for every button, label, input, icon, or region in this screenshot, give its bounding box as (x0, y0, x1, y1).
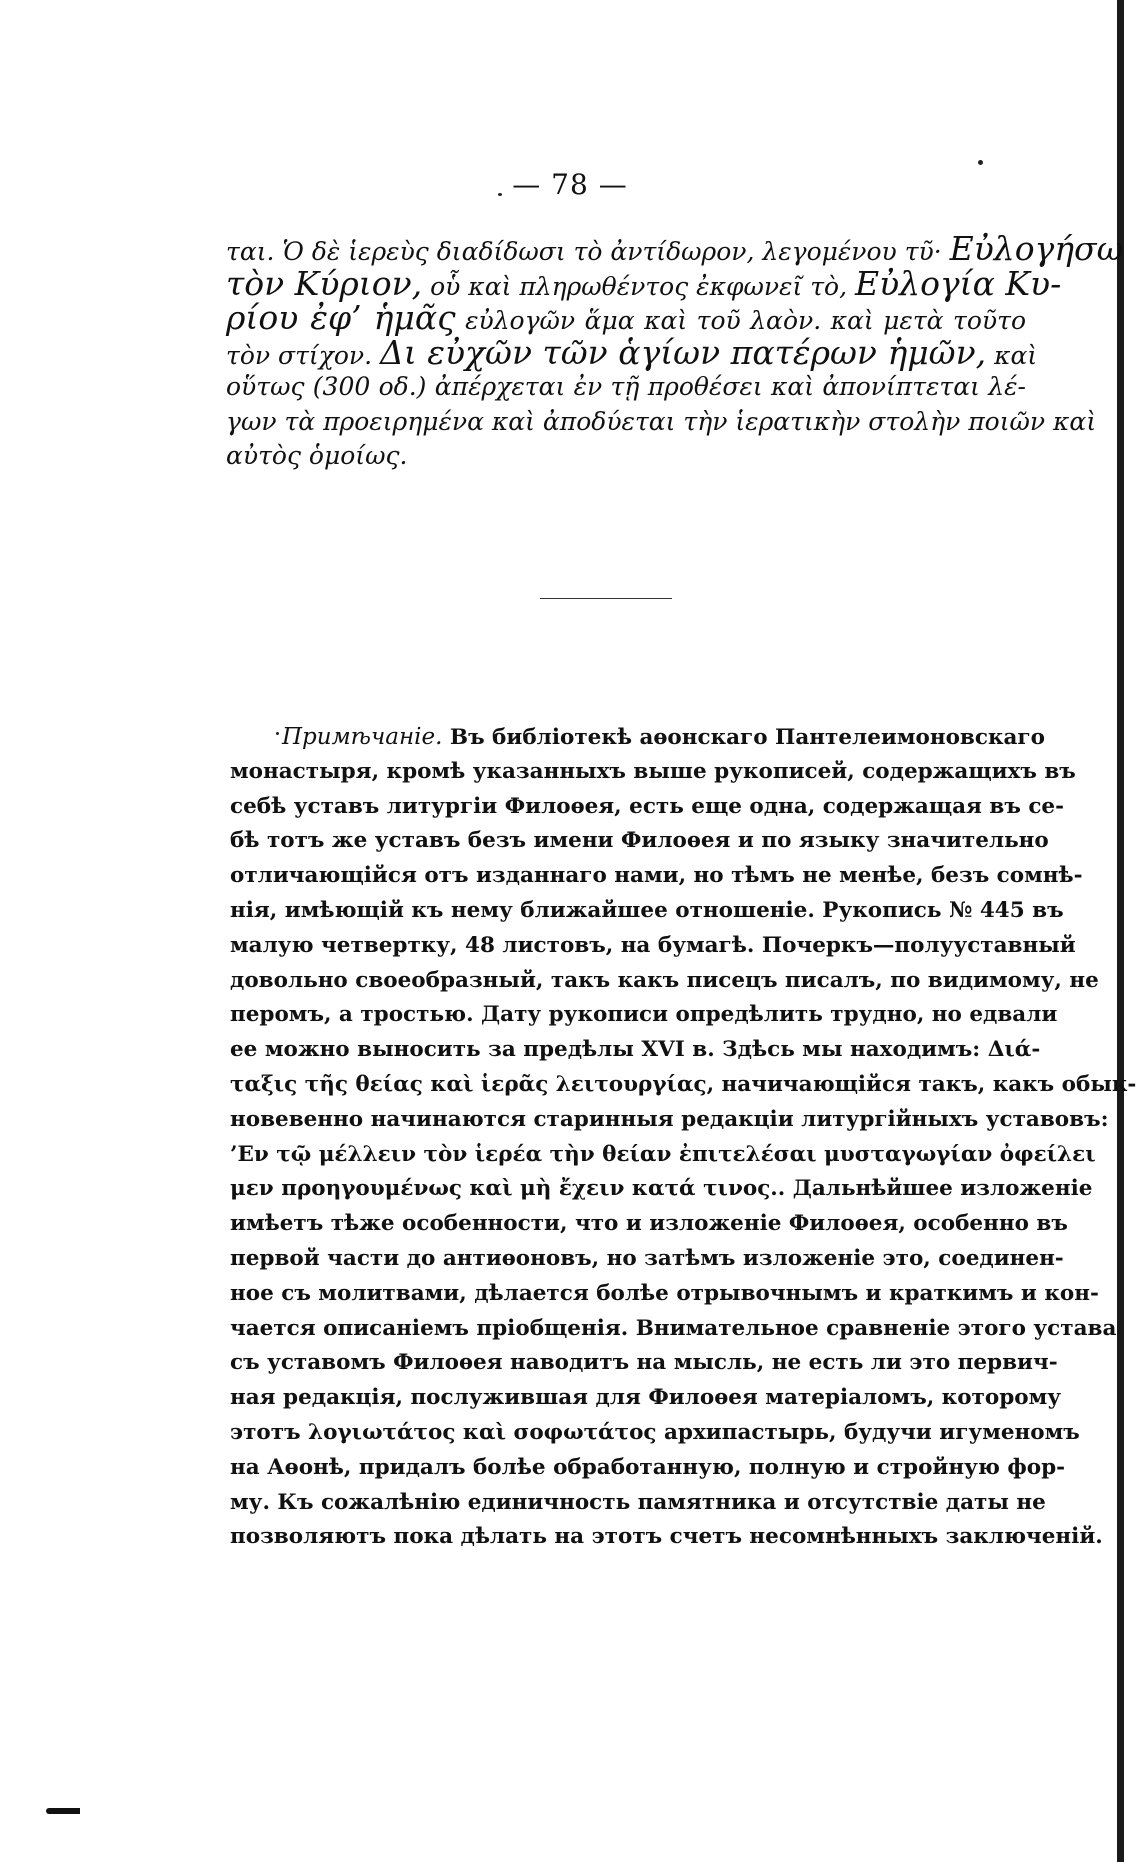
greek-emphasized-phrase: Δι εὐχῶν τῶν ἁγίων πατέρων ἡμῶν, (380, 332, 987, 372)
note-line-text: малую четвертку, 48 листовъ, на бумагѣ. Почеркъ—полууставный (230, 932, 1076, 958)
note-text-line (230, 859, 1083, 894)
note-text-line (230, 1312, 1117, 1347)
note-line-text: этотъ λογιωτάτος καὶ σοφωτάτος архипастырь, будучи игуменомъ (230, 1419, 1080, 1445)
note-text-line (230, 998, 1058, 1033)
greek-emphasized-phrase: Εὐλογήσω (949, 229, 1124, 268)
note-line-text: му. Къ сожалѣнію единичность памятника и отсутствіе даты не (230, 1489, 1046, 1515)
note-text-line (230, 1242, 1064, 1277)
margin-mark (46, 1808, 80, 1814)
note-text-line (230, 1416, 1080, 1451)
greek-text-line (226, 263, 1062, 303)
note-text-line (230, 1346, 1058, 1381)
greek-text-line (226, 298, 1026, 337)
note-line-text: первой части до антиѳоновъ, но затѣмъ изложеніе это, соединен- (230, 1245, 1064, 1271)
note-line-text: имѣетъ тѣже особенности, что и изложеніе Филоѳея, особенно въ (230, 1211, 1068, 1237)
greek-liturgical-text (226, 229, 1124, 474)
note-text-line (230, 824, 1049, 859)
note-text-line (230, 1068, 1137, 1103)
note-text-line (230, 790, 1065, 825)
note-text-line (230, 755, 1076, 790)
greek-text-run: οὕτως (300 οδ.) ἀπέρχεται ἐν τῇ προθέσει καὶ ἀπονίπτεται λέ- (226, 372, 1026, 401)
note-line-text: позволяютъ пока дѣлать на этотъ счетъ несомнѣнныхъ заключеній. (230, 1524, 1103, 1550)
note-text-line (230, 1486, 1046, 1521)
note-line-text: отличающійся отъ изданнаго нами, но тѣмъ не менѣе, безъ сомнѣ- (230, 863, 1083, 889)
greek-text-run: τὸν στίχον. (226, 340, 381, 370)
note-text-line (230, 720, 1045, 755)
note-line-text: μεν προηγουμένως καὶ μὴ ἔχειν κατά τινος.. Дальнѣйшее изложеніе (230, 1176, 1093, 1202)
greek-text-run: εὐλογῶν ἅμα καὶ τοῦ λαὸν. καὶ μετὰ τοῦτο (455, 306, 1026, 335)
greek-text-line (226, 229, 1124, 268)
note-line-text: ная редакція, послужившая для Филоѳея матеріаломъ, которому (230, 1385, 1062, 1411)
note-text-line (230, 1103, 1109, 1138)
note-text-line (230, 929, 1076, 964)
note-line-text: монастыря, кромѣ указанныхъ выше рукописей, содержащихъ въ (230, 758, 1076, 784)
greek-text-run: ται. Ὁ δὲ ἱερεὺς διαδίδωσι τὸ ἀντίδωρον, λεγομένου τῦ· (226, 237, 950, 266)
note-line-text: перомъ, а тростью. Дату рукописи опредѣлить трудно, но едвали (230, 1002, 1058, 1028)
note-line-text: ее можно выносить за предѣлы XVI в. Здѣсь мы находимъ: Διά- (230, 1037, 1041, 1063)
note-text-line (230, 1033, 1041, 1068)
note-line-text: на Аѳонѣ, придалъ болѣе обработанную, полную и стройную фор- (230, 1454, 1066, 1480)
greek-text-run: αὐτὸς ὁμοίως. (226, 441, 408, 470)
page-edge-rule (1117, 0, 1124, 1862)
note-text-line (230, 894, 1064, 929)
note-title: Примѣчаніе. (282, 724, 443, 750)
greek-text-line (226, 332, 1038, 372)
greek-text-run: καὶ (986, 340, 1038, 370)
note-text-line (230, 1381, 1062, 1416)
print-speck (978, 160, 983, 165)
greek-text-run: οὗ καὶ πληρωθέντος ἐκφωνεῖ τὸ, (422, 271, 855, 301)
greek-text-line (226, 439, 1026, 474)
note-line-text: нія, имѣющій къ нему ближайшее отношеніе. Рукопись № 445 въ (230, 897, 1064, 923)
section-separator (540, 598, 672, 599)
note-text-line (230, 1138, 1096, 1173)
note-line-text: чается описаніемъ пріобщенія. Внимательное сравненіе этого устава (230, 1315, 1117, 1341)
greek-emphasized-phrase: Εὐλογία Κυ- (855, 263, 1062, 303)
page-number: — 78 — (512, 168, 628, 201)
note-line-text: новевенно начинаются старинныя редакціи литургійныхъ уставовъ: (230, 1106, 1109, 1132)
greek-text-line (226, 370, 1026, 405)
greek-emphasized-phrase: τὸν Κύριον, (226, 263, 423, 303)
greek-text-line (226, 405, 1097, 440)
note-line-text: бѣ тотъ же уставъ безъ имени Филоѳея и по языку значительно (230, 828, 1049, 854)
note-line-text: ное съ молитвами, дѣлается болѣе отрывочнымъ и краткимъ и кон- (230, 1280, 1099, 1306)
note-line-text: себѣ уставъ литургіи Филоѳея, есть еще одна, содержащая въ се- (230, 793, 1065, 819)
note-text-line (230, 1451, 1066, 1486)
note-line-text: довольно своеобразный, такъ какъ писецъ писалъ, по видимому, не (230, 967, 1099, 993)
note-text-line (230, 1520, 1103, 1555)
note-text-line (230, 1207, 1068, 1242)
note-text-line (230, 1277, 1099, 1312)
note-text-line (230, 1172, 1093, 1207)
note-line-text: ταξις τῆς θείας καὶ ἱερᾶς λειτουργίας, начичающійся такъ, какъ обык- (230, 1071, 1137, 1097)
note-line-text: ’Εν τῷ μέλλειν τὸν ἱερέα τὴν θείαν ἐπιτελέσαι μυσταγωγίαν ὀφείλει (230, 1141, 1096, 1167)
note-line-text: Въ библіотекѣ аѳонскаго Пантелеимоновскаго (449, 725, 1045, 750)
greek-emphasized-phrase: ρίου ἐφ’ ἡμᾶς (226, 298, 456, 337)
note-line-text: съ уставомъ Филоѳея наводитъ на мысль, не есть ли это первич- (230, 1350, 1058, 1376)
greek-text-run: γων τὰ προειρημένα καὶ ἀποδύεται τὴν ἱερατικὴν στολὴν ποιῶν καὶ (226, 406, 1097, 436)
note-paragraph (230, 720, 1137, 1555)
note-text-line (230, 964, 1099, 999)
